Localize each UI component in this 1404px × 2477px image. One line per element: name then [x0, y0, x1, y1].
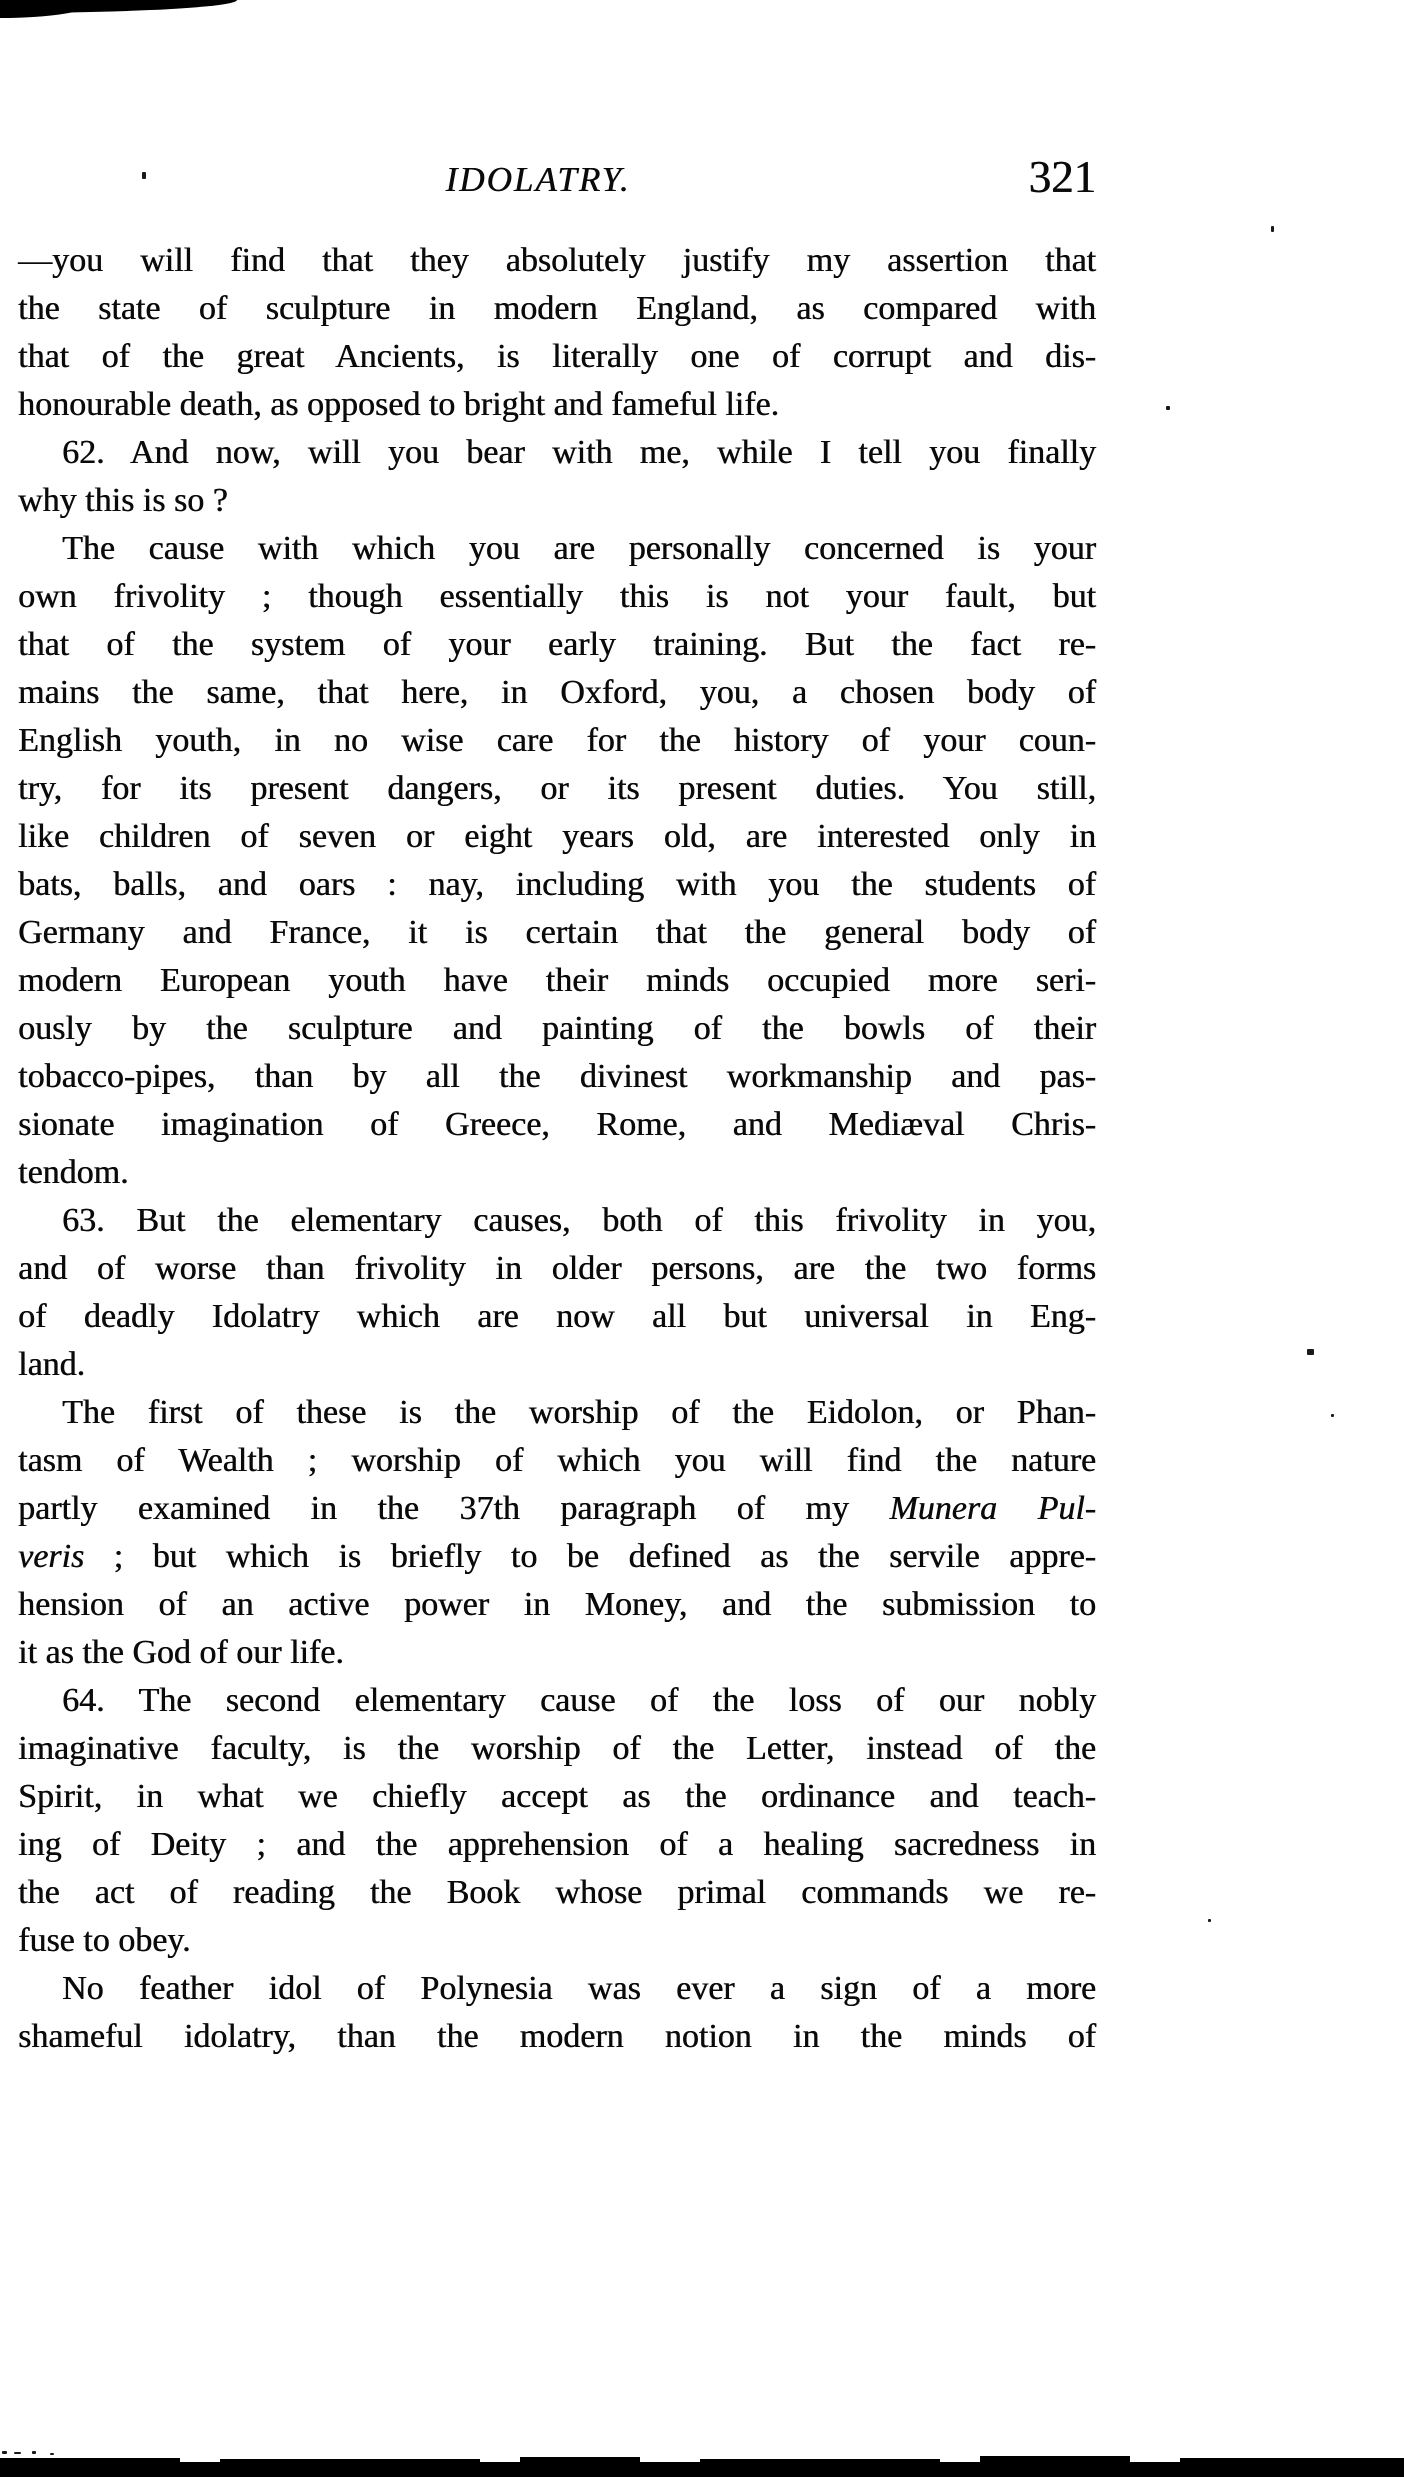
text-run: shameful idolatry, than the modern notion in the minds of	[18, 2018, 1096, 2055]
text-run: mains the same, that here, in Oxford, you, a chosen body of	[18, 674, 1096, 711]
text-line	[18, 1821, 1096, 1869]
text-line	[18, 717, 1096, 765]
text-line	[18, 621, 1096, 669]
text-line	[18, 1581, 1096, 1629]
text-line	[18, 1533, 1096, 1581]
text-line	[18, 957, 1096, 1005]
scan-smudge-top-left	[0, 0, 237, 13]
text-run: 63. But the elementary causes, both of this frivolity in you,	[62, 1202, 1096, 1239]
text-run: 64. The second elementary cause of the loss of our nobly	[62, 1682, 1096, 1719]
text-line	[18, 1677, 1096, 1725]
text-line	[18, 381, 1096, 429]
text-line	[18, 1485, 1096, 1533]
text-line	[18, 1725, 1096, 1773]
text-run: try, for its present dangers, or its present duties. You still,	[18, 770, 1096, 807]
scan-edge-rough	[700, 2459, 940, 2462]
text-run: English youth, in no wise care for the history of your coun-	[18, 722, 1096, 759]
scan-edge-rough	[520, 2457, 640, 2462]
text-line	[18, 1245, 1096, 1293]
text-run: like children of seven or eight years old, are interested only in	[18, 818, 1096, 855]
scan-speck	[1271, 226, 1274, 232]
text-run: of deadly Idolatry which are now all but universal in Eng-	[18, 1298, 1096, 1335]
scan-edge-rough	[0, 2458, 180, 2462]
text-line	[18, 1005, 1096, 1053]
text-run: why this is so ?	[18, 482, 228, 519]
text-run: it as the God of our life.	[18, 1634, 344, 1671]
text-run: imaginative faculty, is the worship of the Letter, instead of the	[18, 1730, 1096, 1767]
text-run: Spirit, in what we chiefly accept as the ordinance and teach-	[18, 1778, 1096, 1815]
scan-speck	[1307, 1349, 1314, 1355]
page-title: IDOLATRY.	[445, 160, 631, 199]
text-run: tasm of Wealth ; worship of which you will find the nature	[18, 1442, 1096, 1479]
text-run: honourable death, as opposed to bright and fameful life.	[18, 386, 779, 423]
text-line	[18, 1293, 1096, 1341]
scan-speck	[1208, 1919, 1211, 1922]
text-run: tobacco-pipes, than by all the divinest workmanship and pas-	[18, 1058, 1096, 1095]
text-line	[18, 1869, 1096, 1917]
text-line	[18, 765, 1096, 813]
text-run: sionate imagination of Greece, Rome, and Mediæval Chris-	[18, 1106, 1096, 1143]
text-line	[18, 1101, 1096, 1149]
text-line	[18, 909, 1096, 957]
text-line	[18, 1149, 1096, 1197]
text-line	[18, 477, 1096, 525]
text-line	[18, 1197, 1096, 1245]
page-number: 321	[1028, 152, 1096, 202]
text-line	[18, 2013, 1096, 2061]
text-run: modern European youth have their minds occupied more seri-	[18, 962, 1096, 999]
text-run: Germany and France, it is certain that the general body of	[18, 914, 1096, 951]
text-line	[18, 813, 1096, 861]
text-run: land.	[18, 1346, 86, 1383]
text-run: No feather idol of Polynesia was ever a sign of a more	[62, 1970, 1096, 2007]
scan-speck	[1331, 1414, 1334, 1417]
text-line	[18, 573, 1096, 621]
text-run: hension of an active power in Money, and the submission to	[18, 1586, 1096, 1623]
text-line	[18, 429, 1096, 477]
italic-text-run: veris	[18, 1538, 85, 1575]
text-run: the act of reading the Book whose primal commands we re-	[18, 1874, 1096, 1911]
scan-speck	[32, 2451, 36, 2454]
text-run: the state of sculpture in modern England, as compared with	[18, 290, 1096, 327]
text-run: 62. And now, will you bear with me, while I tell you finally	[62, 434, 1096, 471]
text-line	[18, 285, 1096, 333]
text-line	[18, 1629, 1096, 1677]
text-run: fuse to obey.	[18, 1922, 191, 1959]
text-block	[18, 237, 1096, 2061]
text-line	[18, 669, 1096, 717]
text-line	[18, 333, 1096, 381]
text-run: that of the great Ancients, is literally one of corrupt and dis-	[18, 338, 1096, 375]
text-line	[18, 237, 1096, 285]
text-run: tendom.	[18, 1154, 129, 1191]
text-line	[18, 1341, 1096, 1389]
text-run: that of the system of your early training. But the fact re-	[18, 626, 1096, 663]
text-run: —you will find that they absolutely justify my assertion that	[18, 242, 1096, 279]
text-run: bats, balls, and oars : nay, including with you the students of	[18, 866, 1096, 903]
text-line	[18, 1773, 1096, 1821]
text-line	[18, 1053, 1096, 1101]
scan-speck	[1166, 406, 1170, 410]
text-run: and of worse than frivolity in older persons, are the two forms	[18, 1250, 1096, 1287]
scan-edge-rough	[1180, 2458, 1404, 2462]
italic-text-run: Munera Pul-	[889, 1490, 1096, 1527]
scan-edge-rough	[980, 2456, 1130, 2462]
text-line	[18, 525, 1096, 573]
scan-speck	[142, 172, 146, 179]
text-run: partly examined in the 37th paragraph of my	[18, 1490, 890, 1527]
scan-speck	[2, 2451, 7, 2454]
text-line	[18, 1917, 1096, 1965]
text-run: ; but which is briefly to be defined as the servile appre-	[84, 1538, 1096, 1575]
text-line	[18, 861, 1096, 909]
scan-edge-rough	[220, 2459, 480, 2462]
text-line	[18, 1965, 1096, 2013]
scan-speck	[50, 2453, 54, 2455]
text-run: The first of these is the worship of the Eidolon, or Phan-	[62, 1394, 1096, 1431]
text-run: ing of Deity ; and the apprehension of a healing sacredness in	[18, 1826, 1096, 1863]
text-run: own frivolity ; though essentially this is not your fault, but	[18, 578, 1096, 615]
text-run: ously by the sculpture and painting of the bowls of their	[18, 1010, 1096, 1047]
scan-speck	[14, 2452, 21, 2454]
text-line	[18, 1389, 1096, 1437]
text-line	[18, 1437, 1096, 1485]
scan-edge-band	[0, 2462, 1404, 2477]
text-run: The cause with which you are personally concerned is your	[62, 530, 1096, 567]
